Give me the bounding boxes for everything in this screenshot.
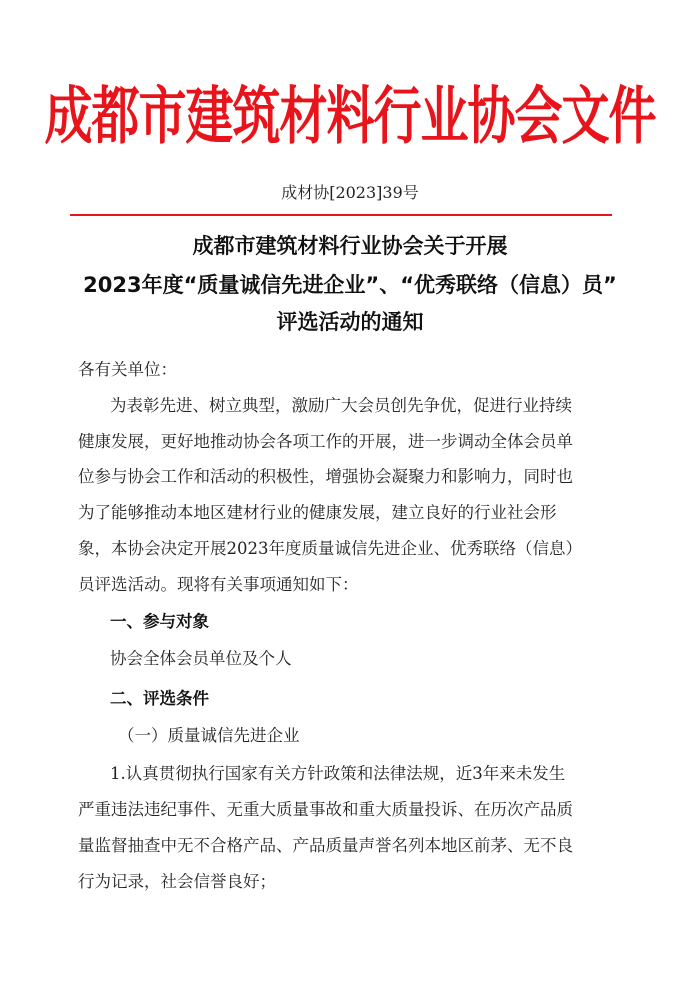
participants-text: 协会全体会员单位及个人 (110, 649, 292, 668)
title-line-2: 2023年度“质量诚信先进企业”、“优秀联络（信息）员” (83, 273, 617, 297)
criteria-item-line: 1.认真贯彻执行国家有关方针政策和法律法规，近3年来未发生 (110, 764, 566, 783)
title-line-3: 评选活动的通知 (276, 310, 424, 334)
section-heading-participants: 一、参与对象 (110, 612, 209, 631)
document-masthead: 成都市建筑材料行业协会文件 (44, 80, 656, 153)
intro-line: 为了能够推动本地区建材行业的健康发展，建立良好的行业社会形 (78, 503, 557, 522)
criteria-item-line: 严重违法违纪事件、无重大质量事故和重大质量投诉、在历次产品质 (78, 800, 573, 819)
salutation: 各有关单位： (78, 360, 177, 379)
intro-line: 位参与协会工作和活动的积极性，增强协会凝聚力和影响力，同时也 (78, 467, 573, 486)
document-number: 成材协[2023]39号 (281, 183, 419, 202)
criteria-item-line: 行为记录，社会信誉良好； (78, 872, 276, 891)
intro-line: 为表彰先进、树立典型，激励广大会员创先争优，促进行业持续 (110, 396, 572, 415)
intro-line: 员评选活动。现将有关事项通知如下： (78, 575, 359, 594)
criteria-item-line: 量监督抽查中无不合格产品、产品质量声誉名列本地区前茅、无不良 (78, 836, 573, 855)
title-line-1: 成都市建筑材料行业协会关于开展 (192, 234, 508, 258)
section-heading-criteria: 二、评选条件 (110, 689, 209, 708)
red-divider-line (70, 214, 612, 216)
subsection-heading-quality: （一）质量诚信先进企业 (118, 726, 300, 745)
intro-line: 健康发展，更好地推动协会各项工作的开展，进一步调动全体会员单 (78, 432, 573, 451)
intro-line: 象，本协会决定开展2023年度质量诚信先进企业、优秀联络（信息） (78, 539, 582, 558)
